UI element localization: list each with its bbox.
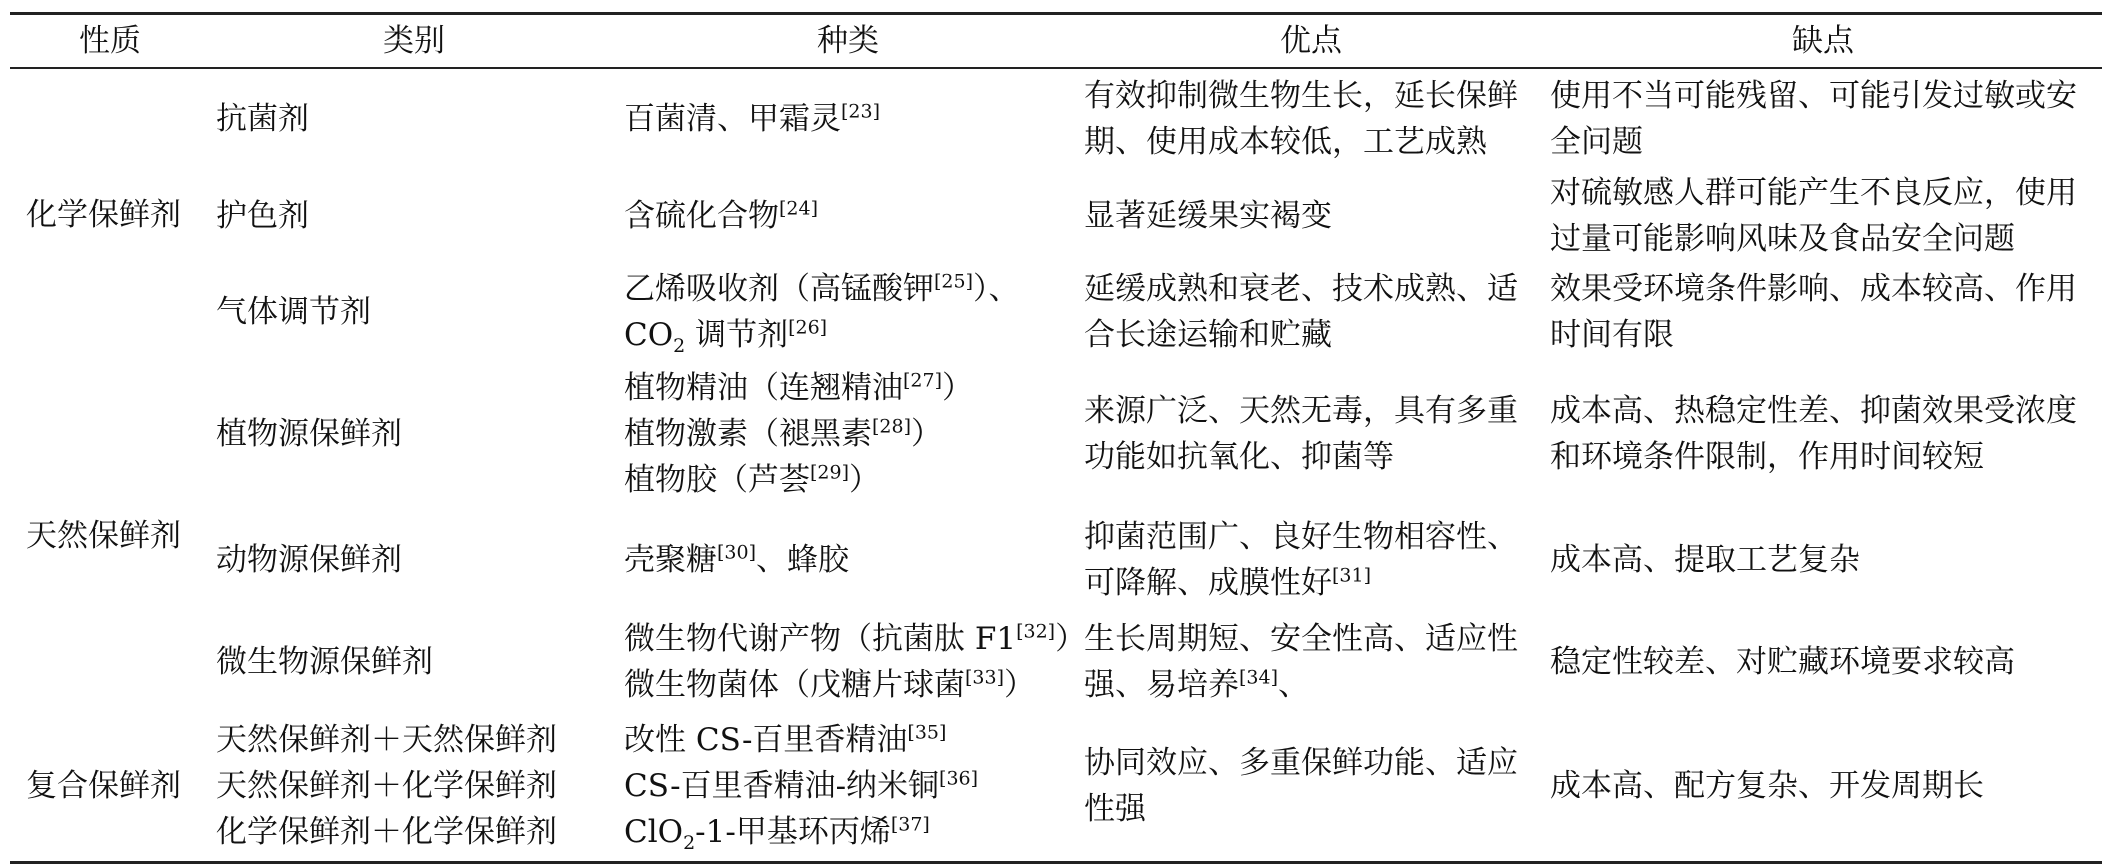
pros-cell: 来源广泛、天然无毒，具有多重功能如抗氧化、抑菌等 <box>1084 393 1518 475</box>
category-cell: 抗菌剂 <box>216 100 309 137</box>
kind-cell: 含硫化合物[24] <box>624 197 819 234</box>
table-row <box>10 712 2102 862</box>
cons-cell: 使用不当可能残留、可能引发过敏或安全问题 <box>1550 77 2077 160</box>
cons-cell: 成本高、热稳定性差、抑菌效果受浓度和环境条件限制，作用时间较短 <box>1550 393 2077 475</box>
group-chemical: 化学保鲜剂 <box>26 196 181 233</box>
kind-cell: 乙烯吸收剂（高锰酸钾[25]）、 $CO_2$ 调节剂[26] <box>624 270 1020 358</box>
category-cell: 动物源保鲜剂 <box>216 542 402 578</box>
pros-cell: 生长周期短、安全性高、适应性强、易培养[34]、 <box>1084 621 1518 703</box>
kind-cell: 百菌清、甲霜灵[23] <box>624 100 881 137</box>
header-disadvantages: 缺点 <box>1792 23 1854 59</box>
cons-cell: 效果受环境条件影响、成本较高、作用时间有限 <box>1550 271 2077 353</box>
cons-cell: 对硫敏感人群可能产生不良反应，使用过量可能影响风味及食品安全问题 <box>1550 175 2077 257</box>
category-cell: 气体调节剂 <box>216 294 371 330</box>
cons-cell: 成本高、提取工艺复杂 <box>1550 542 1860 578</box>
cons-cell: 成本高、配方复杂、开发周期长 <box>1550 768 1984 805</box>
group-natural: 天然保鲜剂 <box>26 518 181 554</box>
category-cell: 微生物源保鲜剂 <box>216 644 433 680</box>
pros-cell: 显著延缓果实褐变 <box>1084 198 1332 234</box>
category-cell: 天然保鲜剂＋天然保鲜剂 天然保鲜剂＋化学保鲜剂 化学保鲜剂＋化学保鲜剂 <box>216 722 557 851</box>
table-row <box>10 360 2102 508</box>
pros-cell: 抑菌范围广、良好生物相容性、可降解、成膜性好[31] <box>1084 519 1518 601</box>
cons-cell: 稳定性较差、对贮藏环境要求较高 <box>1550 644 2015 680</box>
header-kind: 种类 <box>817 23 879 59</box>
table-row <box>10 168 2102 264</box>
table-row <box>10 68 2102 168</box>
pros-cell: 有效抑制微生物生长，延长保鲜期、使用成本较低，工艺成熟 <box>1084 77 1518 160</box>
group-composite: 复合保鲜剂 <box>26 768 181 805</box>
kind-cell: 植物精油（连翘精油[27]） 植物激素（褪黑素[28]） 植物胶（芦荟[29]） <box>624 369 974 498</box>
preservative-table <box>10 12 2102 864</box>
category-cell: 护色剂 <box>216 198 309 234</box>
category-cell: 植物源保鲜剂 <box>216 416 402 452</box>
header-row <box>10 14 2102 69</box>
table-row <box>10 508 2102 612</box>
table-row <box>10 612 2102 712</box>
kind-cell: 改性 CS-百里香精油[35] CS-百里香精油-纳米铜[36] ClO$_2$-1-甲基环丙烯[37] <box>624 721 979 855</box>
header-category: 类别 <box>383 23 445 59</box>
header-advantages: 优点 <box>1280 23 1342 59</box>
pros-cell: 延缓成熟和衰老、技术成熟、适合长途运输和贮藏 <box>1084 271 1518 353</box>
table-row <box>10 264 2102 360</box>
header-property: 性质 <box>79 23 141 59</box>
pros-cell: 协同效应、多重保鲜功能、适应性强 <box>1084 745 1518 828</box>
kind-cell: 微生物代谢产物（抗菌肽 F1[32]） 微生物菌体（戊糖片球菌[33]） <box>624 620 1087 703</box>
kind-cell: 壳聚糖[30]、蜂胶 <box>624 541 850 578</box>
